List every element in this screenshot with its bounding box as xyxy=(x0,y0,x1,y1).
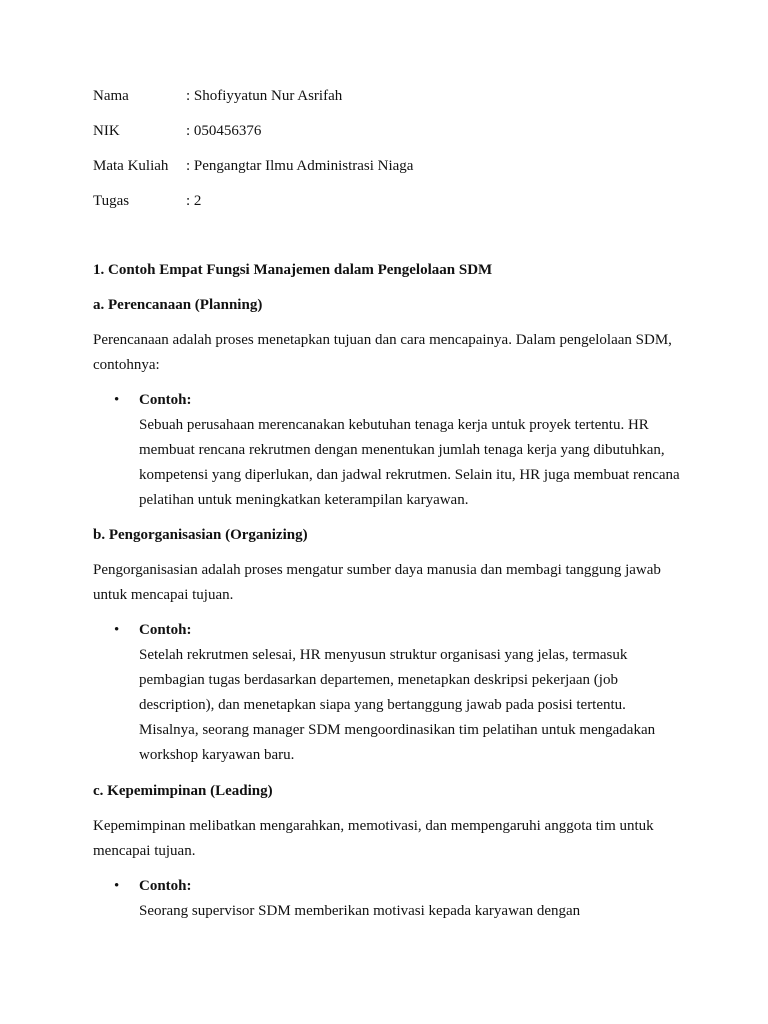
info-row-nama xyxy=(93,86,342,106)
section-title: 1. Contoh Empat Fungsi Manajemen dalam Pengelolaan SDM xyxy=(93,262,493,278)
subsection-heading-leading: c. Kepemimpinan (Leading) xyxy=(93,783,273,799)
bullet-text: Setelah rekrutmen selesai, HR menyusun struktur organisasi yang jelas, termasuk pembagian tugas berdasarkan departemen, menetapkan deskripsi pekerjaan (job description), dan menetapkan siapa yang bertanggung jawab pada posisi tertentu. Misalnya, seorang manager SDM mengoordinasikan tim pelatihan untuk mengadakan workshop karyawan baru. xyxy=(139,647,656,763)
bullet-text: Sebuah perusahaan merencanakan kebutuhan tenaga kerja untuk proyek tertentu. HR membuat rencana rekrutmen dengan menentukan jumlah tenaga kerja yang dibutuhkan, kompetensi yang diperlukan, dan jadwal rekrutmen. Selain itu, HR juga membuat rencana pelatihan untuk meningkatkan keterampilan karyawan. xyxy=(139,417,680,508)
bullet-icon: • xyxy=(114,622,120,638)
bullet-title: Contoh: xyxy=(139,878,192,894)
bullet-body xyxy=(139,874,684,924)
subsection-heading-planning: a. Perencanaan (Planning) xyxy=(93,297,263,313)
bullet-icon: • xyxy=(114,392,120,408)
subsection-heading-organizing: b. Pengorganisasian (Organizing) xyxy=(93,527,308,543)
bullet-title: Contoh: xyxy=(139,392,192,408)
paragraph-planning-intro: Perencanaan adalah proses menetapkan tujuan dan cara mencapainya. Dalam pengelolaan SDM, contohnya: xyxy=(93,332,672,373)
info-row-mata-kuliah xyxy=(93,156,413,176)
info-value: : 050456376 xyxy=(186,123,262,139)
bullet-title: Contoh: xyxy=(139,622,192,638)
info-label: Nama xyxy=(93,88,129,104)
bullet-body xyxy=(139,388,684,513)
info-row-nik xyxy=(93,121,261,141)
info-value: : Shofiyyatun Nur Asrifah xyxy=(186,88,343,104)
paragraph-leading-intro: Kepemimpinan melibatkan mengarahkan, memotivasi, dan mempengaruhi anggota tim untuk mencapai tujuan. xyxy=(93,818,654,859)
paragraph-organizing-intro: Pengorganisasian adalah proses mengatur sumber daya manusia dan membagi tanggung jawab untuk mencapai tujuan. xyxy=(93,562,661,603)
info-label: Tugas xyxy=(93,193,130,209)
bullet-icon: • xyxy=(114,878,120,894)
info-value: : 2 xyxy=(186,193,202,209)
info-value: : Pengangtar Ilmu Administrasi Niaga xyxy=(186,158,414,174)
info-row-tugas xyxy=(93,191,201,211)
info-label: NIK xyxy=(93,123,120,139)
info-label: Mata Kuliah xyxy=(93,158,169,174)
bullet-text: Seorang supervisor SDM memberikan motivasi kepada karyawan dengan xyxy=(139,903,581,919)
bullet-body xyxy=(139,618,684,768)
